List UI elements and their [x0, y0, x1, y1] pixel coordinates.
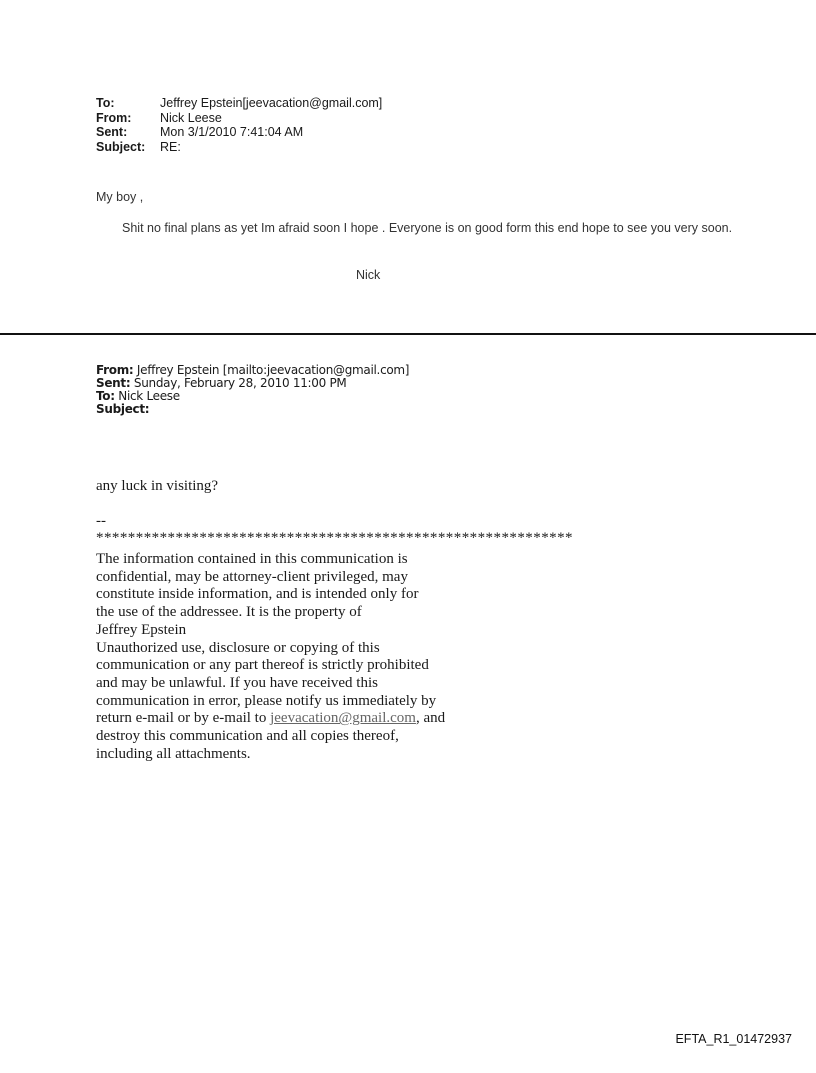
subject-row — [96, 140, 382, 155]
reply-body-text: Shit no final plans as yet Im afraid soon I hope . Everyone is on good form this end hope to see you very soon. — [122, 221, 733, 235]
disclaimer-line: communication or any part thereof is strictly prohibited — [96, 657, 429, 674]
disclaimer-line: constitute inside information, and is intended only for — [96, 586, 419, 603]
disclaimer-line: confidential, may be attorney-client privileged, may — [96, 568, 408, 585]
bates-number: EFTA_R1_01472937 — [675, 1032, 792, 1046]
original-to-label: To: — [96, 389, 115, 403]
separator-rule — [0, 333, 816, 335]
from-value: Nick Leese — [160, 110, 222, 125]
confidentiality-disclaimer — [96, 551, 496, 763]
to-label: To: — [96, 96, 115, 110]
reply-header — [96, 96, 382, 154]
original-question: any luck in visiting? — [96, 478, 219, 494]
sent-label: Sent: — [96, 125, 128, 139]
sent-value: Mon 3/1/2010 7:41:04 AM — [160, 125, 304, 139]
disclaimer-line: Jeffrey Epstein — [96, 621, 187, 638]
disclaimer-line: including all attachments. — [96, 745, 251, 762]
disclaimer-line: The information contained in this communication is — [96, 551, 408, 567]
subject-value: RE: — [160, 139, 181, 154]
subject-label: Subject: — [96, 139, 146, 154]
original-header — [96, 364, 409, 416]
signature-stars: ************************************************************ — [96, 530, 573, 546]
disclaimer-line: communication in error, please notify us immediately by — [96, 692, 437, 709]
from-label: From: — [96, 110, 132, 125]
original-subject-row — [96, 403, 409, 416]
original-from-value: Jeffrey Epstein [mailto:jeevacation@gmail.com] — [136, 363, 410, 377]
to-value: Jeffrey Epstein[jeevacation@gmail.com] — [160, 96, 383, 110]
original-sent-value: Sunday, February 28, 2010 11:00 PM — [133, 376, 347, 390]
disclaimer-line: Unauthorized use, disclosure or copying of this — [96, 639, 380, 656]
original-subject-label: Subject: — [96, 402, 150, 416]
signature-dashes: -- — [96, 513, 106, 529]
disclaimer-line: destroy this communication and all copies thereof, — [96, 728, 399, 745]
disclaimer-return-line — [96, 710, 496, 728]
email-link[interactable]: jeevacation@gmail.com — [270, 710, 416, 727]
return-prefix: return e-mail or by e-mail to — [96, 710, 271, 727]
original-from-label: From: — [96, 363, 134, 377]
reply-greeting: My boy , — [96, 190, 144, 204]
original-to-value: Nick Leese — [118, 389, 180, 403]
original-sent-label: Sent: — [96, 376, 131, 390]
sent-row — [96, 125, 382, 140]
return-suffix: , and — [415, 710, 446, 727]
disclaimer-line: and may be unlawful. If you have received this — [96, 674, 378, 691]
to-row — [96, 96, 382, 111]
disclaimer-line: the use of the addressee. It is the property of — [96, 604, 362, 621]
from-row — [96, 111, 382, 126]
reply-signoff: Nick — [356, 268, 381, 282]
